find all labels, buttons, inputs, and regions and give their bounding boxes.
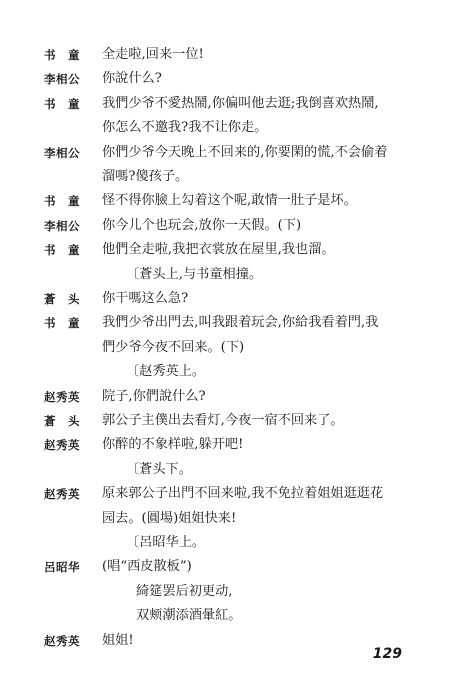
speaker-name: 书 童	[44, 243, 80, 258]
speaker-name: 赵秀英	[44, 633, 80, 648]
dialogue-text: 你今儿个也玩会,放你一天假。(下)	[102, 217, 302, 233]
script-line	[44, 190, 432, 212]
page-number: 129	[372, 646, 402, 662]
dialogue-text: 园去。(圓場)姐姐快来!	[102, 510, 237, 526]
speaker-name: 赵秀英	[44, 438, 80, 453]
script-line	[44, 434, 432, 456]
dialogue-text: 怪不得你臉上勾着这个呢,敢情一肚子是坏。	[102, 193, 357, 209]
script-line	[44, 68, 432, 90]
dialogue-text: 溜嗎?傻孩子。	[102, 169, 189, 184]
script-line	[44, 556, 432, 578]
dialogue-text: 你說什么?	[102, 71, 162, 87]
speaker-name: 书 童	[44, 96, 80, 111]
script-line	[44, 386, 432, 408]
dialogue-text: 你醉的不象样啦,躲开吧!	[102, 437, 244, 453]
script-line	[44, 142, 432, 164]
script-line	[44, 508, 432, 530]
script-line	[44, 288, 432, 310]
script-line	[44, 44, 432, 66]
script-line	[44, 93, 432, 115]
speaker-name: 李相公	[44, 72, 80, 87]
dialogue-text: 你們少爷今天晚上不回来的,你要閑的慌,不会偷着	[102, 144, 388, 160]
verse-line: 綺筵罢后初更动,	[136, 583, 233, 599]
stage-direction: 〔呂昭华上。	[126, 535, 206, 550]
dialogue-text: 院子,你們說什么?	[102, 388, 206, 404]
dialogue-text: 你干嗎这么急?	[102, 291, 189, 306]
stage-direction: 〔赵秀英上。	[126, 364, 206, 380]
script-line	[44, 581, 432, 603]
speaker-name: 赵秀英	[44, 487, 80, 502]
speaker-name: 书 童	[44, 316, 80, 331]
script-line	[44, 239, 432, 261]
script-line	[44, 361, 432, 383]
dialogue-text: 郭公子主僕出去看灯,今夜一宿不回来了。	[102, 413, 344, 428]
speaker-name: 李相公	[44, 218, 80, 233]
dialogue-text: 姐姐!	[102, 632, 134, 648]
dialogue-text: 我們少爷不愛热鬧,你偏叫他去逛;我倒喜欢热鬧,	[102, 95, 379, 111]
script-line	[44, 605, 432, 627]
dialogue-text: 原来郭公子出門不回来啦,我不免拉着姐姐逛逛花	[102, 486, 384, 502]
speaker-name: 蒼 头	[44, 414, 80, 428]
script-line	[44, 215, 432, 237]
verse-line: 双颊潮添酒暈紅。	[136, 608, 242, 624]
speaker-name: 书 童	[44, 194, 80, 209]
script-line	[44, 337, 432, 359]
dialogue-text: 你怎么不邀我?我不让你走。	[102, 120, 268, 136]
speaker-name: 李相公	[44, 145, 80, 160]
speaker-name: 呂昭华	[44, 560, 80, 575]
script-line	[44, 483, 432, 505]
dialogue-text: 們少爷今夜不回来。(下)	[102, 339, 245, 355]
speaker-name: 赵秀英	[44, 389, 80, 404]
script-line	[44, 459, 432, 481]
script-line	[44, 312, 432, 334]
script-line	[44, 532, 432, 554]
script-line	[44, 264, 432, 286]
script-line	[44, 166, 432, 188]
dialogue-text: 他們全走啦,我把衣裳放在屋里,我也溜。	[102, 242, 335, 258]
dialogue-text: 我們少爷出門去,叫我跟着玩会,你給我看着門,我	[102, 315, 379, 331]
speaker-name: 书 童	[44, 48, 80, 62]
dialogue-text: (唱“西皮散板”)	[102, 559, 192, 575]
stage-direction: 〔蒼头上,与书童相撞。	[126, 266, 263, 282]
stage-direction: 〔蒼头下。	[126, 461, 192, 477]
script-line	[44, 410, 432, 432]
script-line	[44, 117, 432, 139]
speaker-name: 蒼 头	[44, 292, 80, 306]
dialogue-text: 全走啦,回来一位!	[102, 47, 204, 62]
